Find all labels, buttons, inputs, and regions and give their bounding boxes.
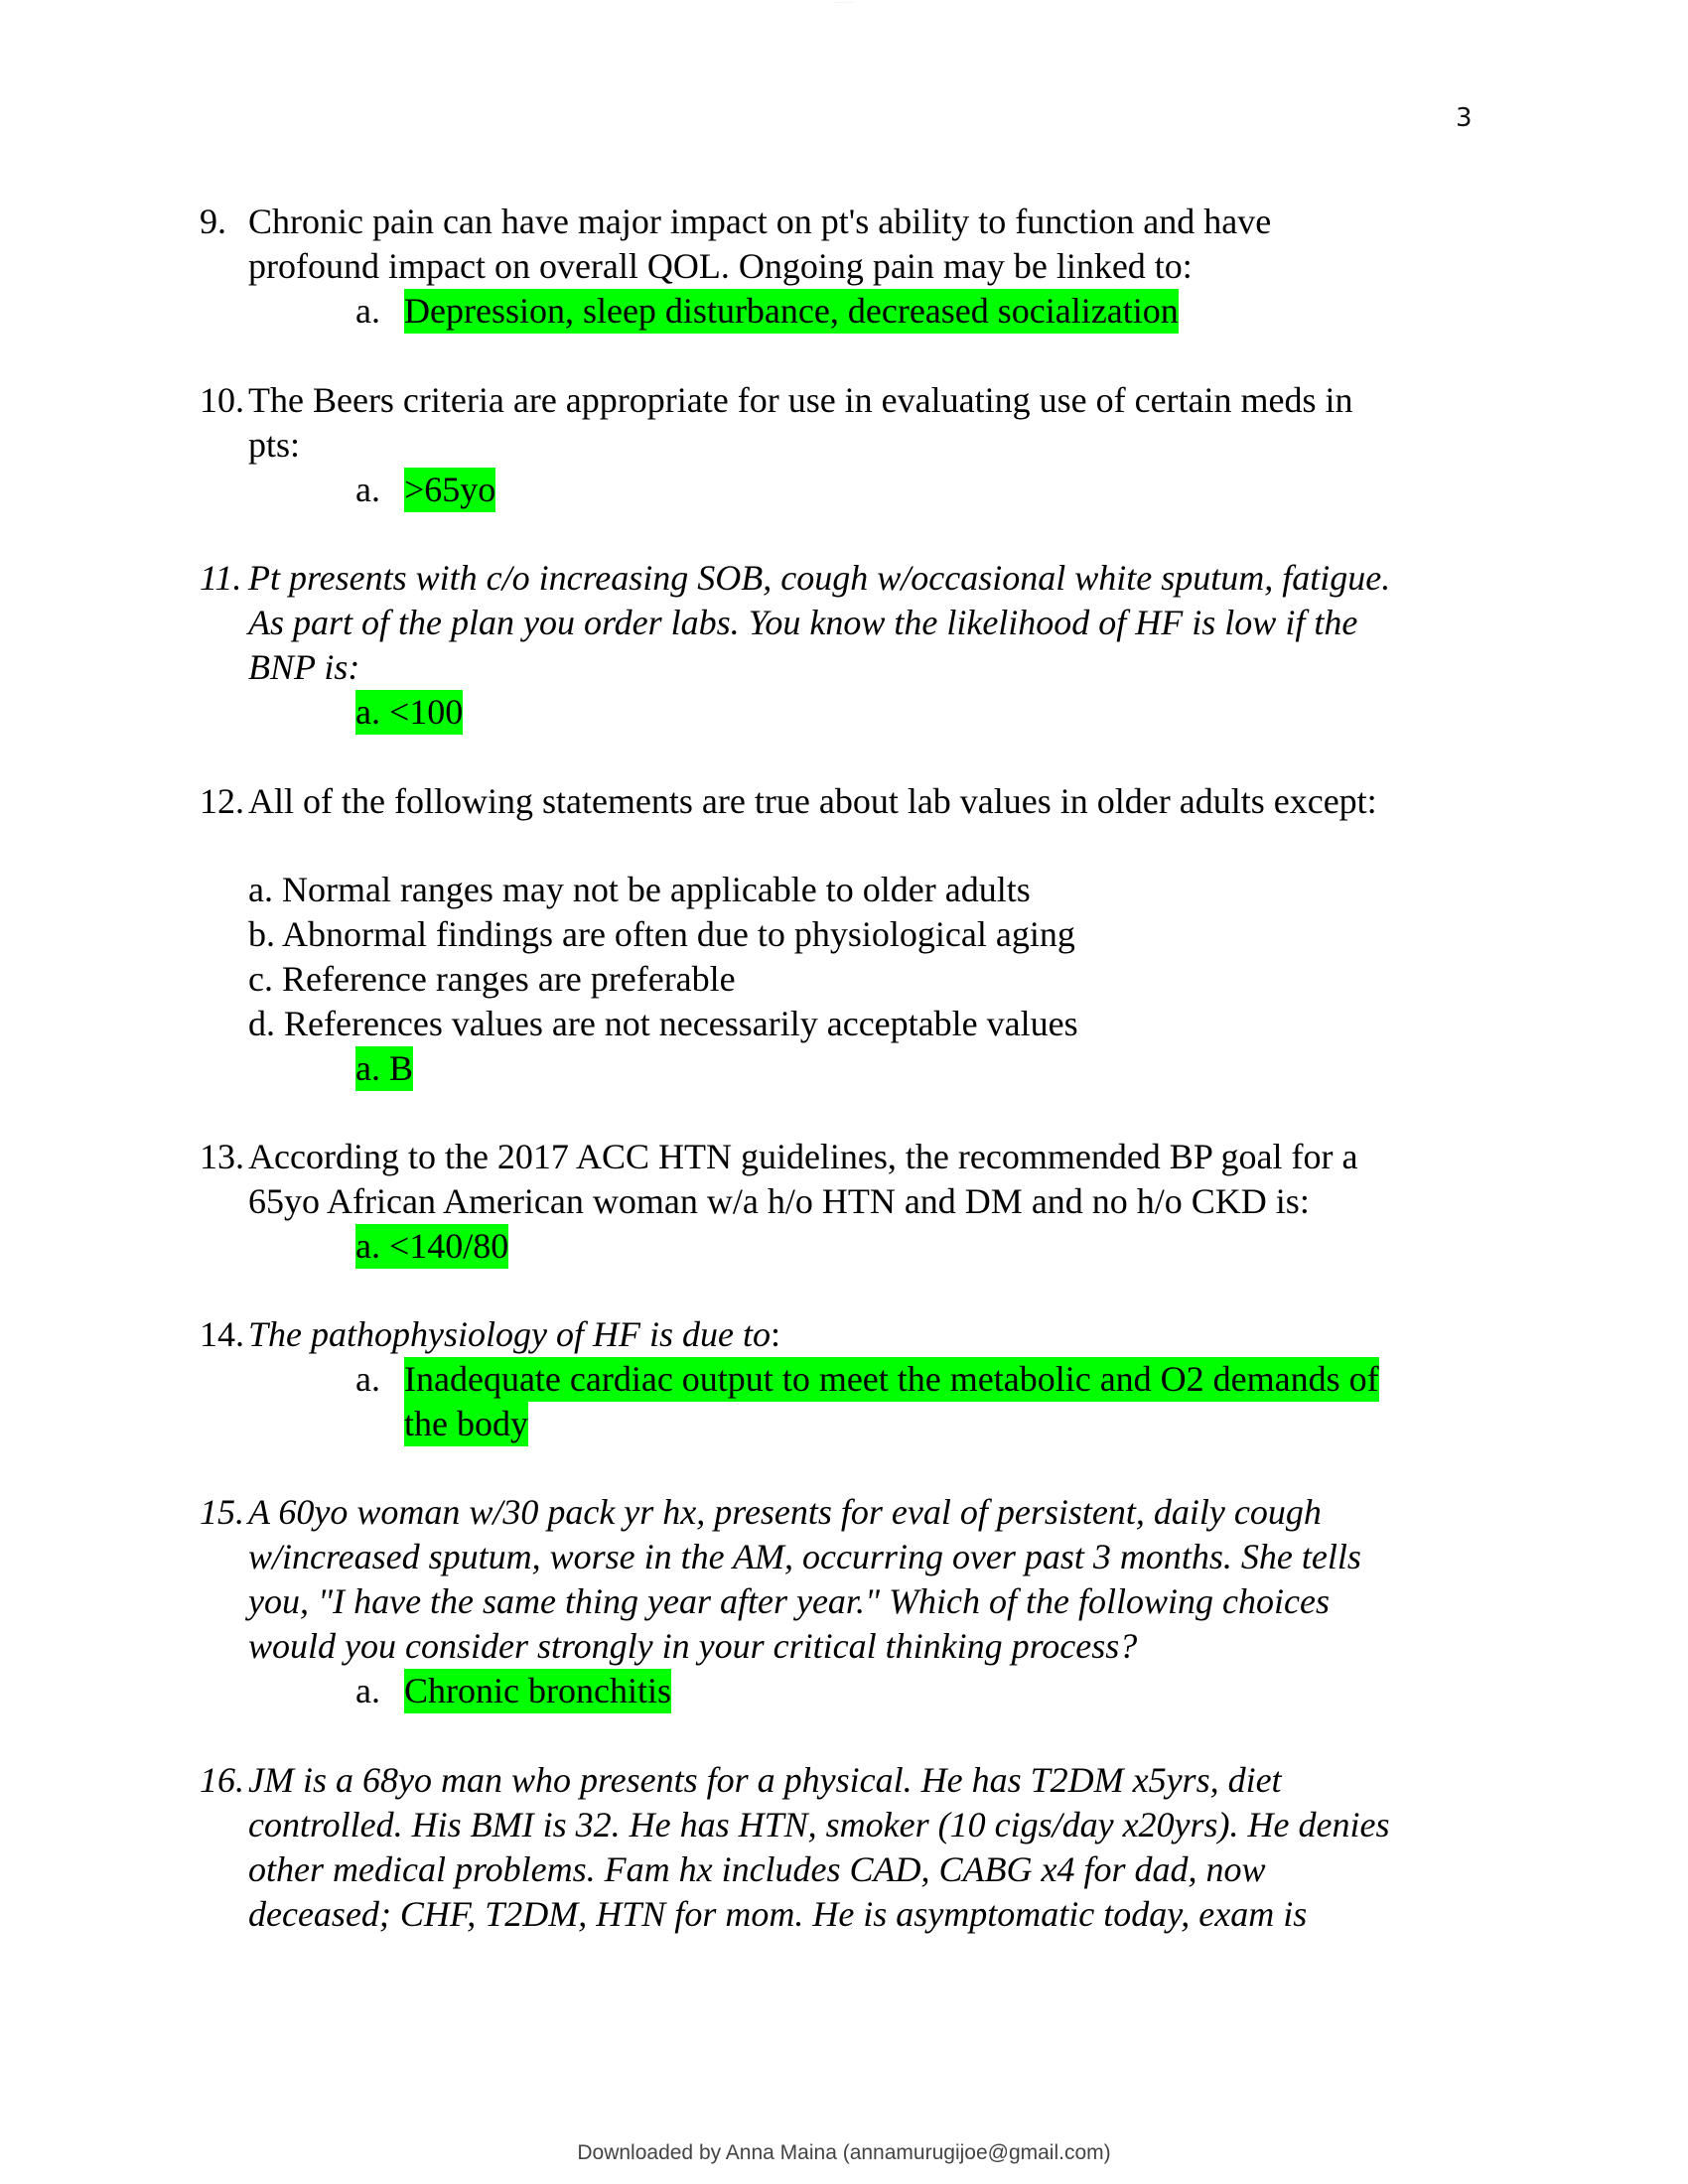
question-text: According to the 2017 ACC HTN guidelines, the recommended BP goal for a xyxy=(248,1137,1358,1176)
option-d: d. References values are not necessarily acceptable values xyxy=(248,1004,1078,1043)
question-text: The Beers criteria are appropriate for use in evaluating use of certain meds in xyxy=(248,380,1353,420)
highlighted-answer: Inadequate cardiac output to meet the metabolic and O2 demands of xyxy=(404,1357,1379,1402)
question-number: 14. xyxy=(200,1314,244,1354)
question-text: other medical problems. Fam hx includes CAD, CABG x4 for dad, now xyxy=(248,1849,1266,1889)
page-number: 3 xyxy=(1456,103,1473,133)
question-text: Chronic pain can have major impact on pt's ability to function and have xyxy=(248,202,1272,241)
question-number: 10. xyxy=(200,380,244,420)
question-text: deceased; CHF, T2DM, HTN for mom. He is asymptomatic today, exam is xyxy=(248,1894,1308,1934)
highlighted-answer: a. <140/80 xyxy=(355,1224,508,1269)
option-c: c. Reference ranges are preferable xyxy=(248,959,736,999)
question-text: 65yo African American woman w/a h/o HTN and DM and no h/o CKD is: xyxy=(248,1181,1310,1221)
question-text-suffix: : xyxy=(770,1314,780,1354)
option-a: a. Normal ranges may not be applicable to older adults xyxy=(248,870,1031,909)
question-text: would you consider strongly in your critical thinking process? xyxy=(248,1626,1138,1666)
question-text: profound impact on overall QOL. Ongoing pain may be linked to: xyxy=(248,246,1193,286)
question-number: 15. xyxy=(200,1492,244,1532)
question-text: The pathophysiology of HF is due to xyxy=(248,1314,771,1354)
highlighted-answer: >65yo xyxy=(404,468,495,512)
question-text: A 60yo woman w/30 pack yr hx, presents for eval of persistent, daily cough xyxy=(248,1492,1322,1532)
option-b: b. Abnormal findings are often due to physiological aging xyxy=(248,914,1075,954)
header-mark: ........................ xyxy=(833,0,854,4)
highlighted-answer: Chronic bronchitis xyxy=(404,1669,671,1713)
question-number: 13. xyxy=(200,1137,244,1176)
question-number: 16. xyxy=(200,1760,244,1800)
question-text: w/increased sputum, worse in the AM, occurring over past 3 months. She tells xyxy=(248,1537,1361,1576)
question-number: 11. xyxy=(200,558,242,598)
highlighted-answer: a. B xyxy=(355,1046,413,1091)
question-text: All of the following statements are true about lab values in older adults except: xyxy=(248,781,1377,821)
download-footer: Downloaded by Anna Maina (annamurugijoe@gmail.com) xyxy=(577,2141,1111,2164)
question-text: pts: xyxy=(248,425,301,465)
highlighted-answer: a. <100 xyxy=(355,690,463,735)
question-number: 9. xyxy=(200,202,226,241)
question-number: 12. xyxy=(200,781,244,821)
question-text: Pt presents with c/o increasing SOB, cough w/occasional white sputum, fatigue. xyxy=(248,558,1391,598)
question-text: JM is a 68yo man who presents for a physical. He has T2DM x5yrs, diet xyxy=(248,1760,1282,1800)
question-text: As part of the plan you order labs. You know the likelihood of HF is low if the xyxy=(248,603,1358,642)
question-text: BNP is: xyxy=(248,647,360,687)
answer-letter: a. xyxy=(355,1359,380,1399)
answer-letter: a. xyxy=(355,1671,380,1710)
answer-letter: a. xyxy=(355,470,380,509)
highlighted-answer: the body xyxy=(404,1402,528,1446)
highlighted-answer: Depression, sleep disturbance, decreased socialization xyxy=(404,289,1179,334)
answer-letter: a. xyxy=(355,291,380,331)
question-text: controlled. His BMI is 32. He has HTN, smoker (10 cigs/day x20yrs). He denies xyxy=(248,1805,1390,1844)
question-text: you, "I have the same thing year after year." Which of the following choices xyxy=(248,1581,1330,1621)
